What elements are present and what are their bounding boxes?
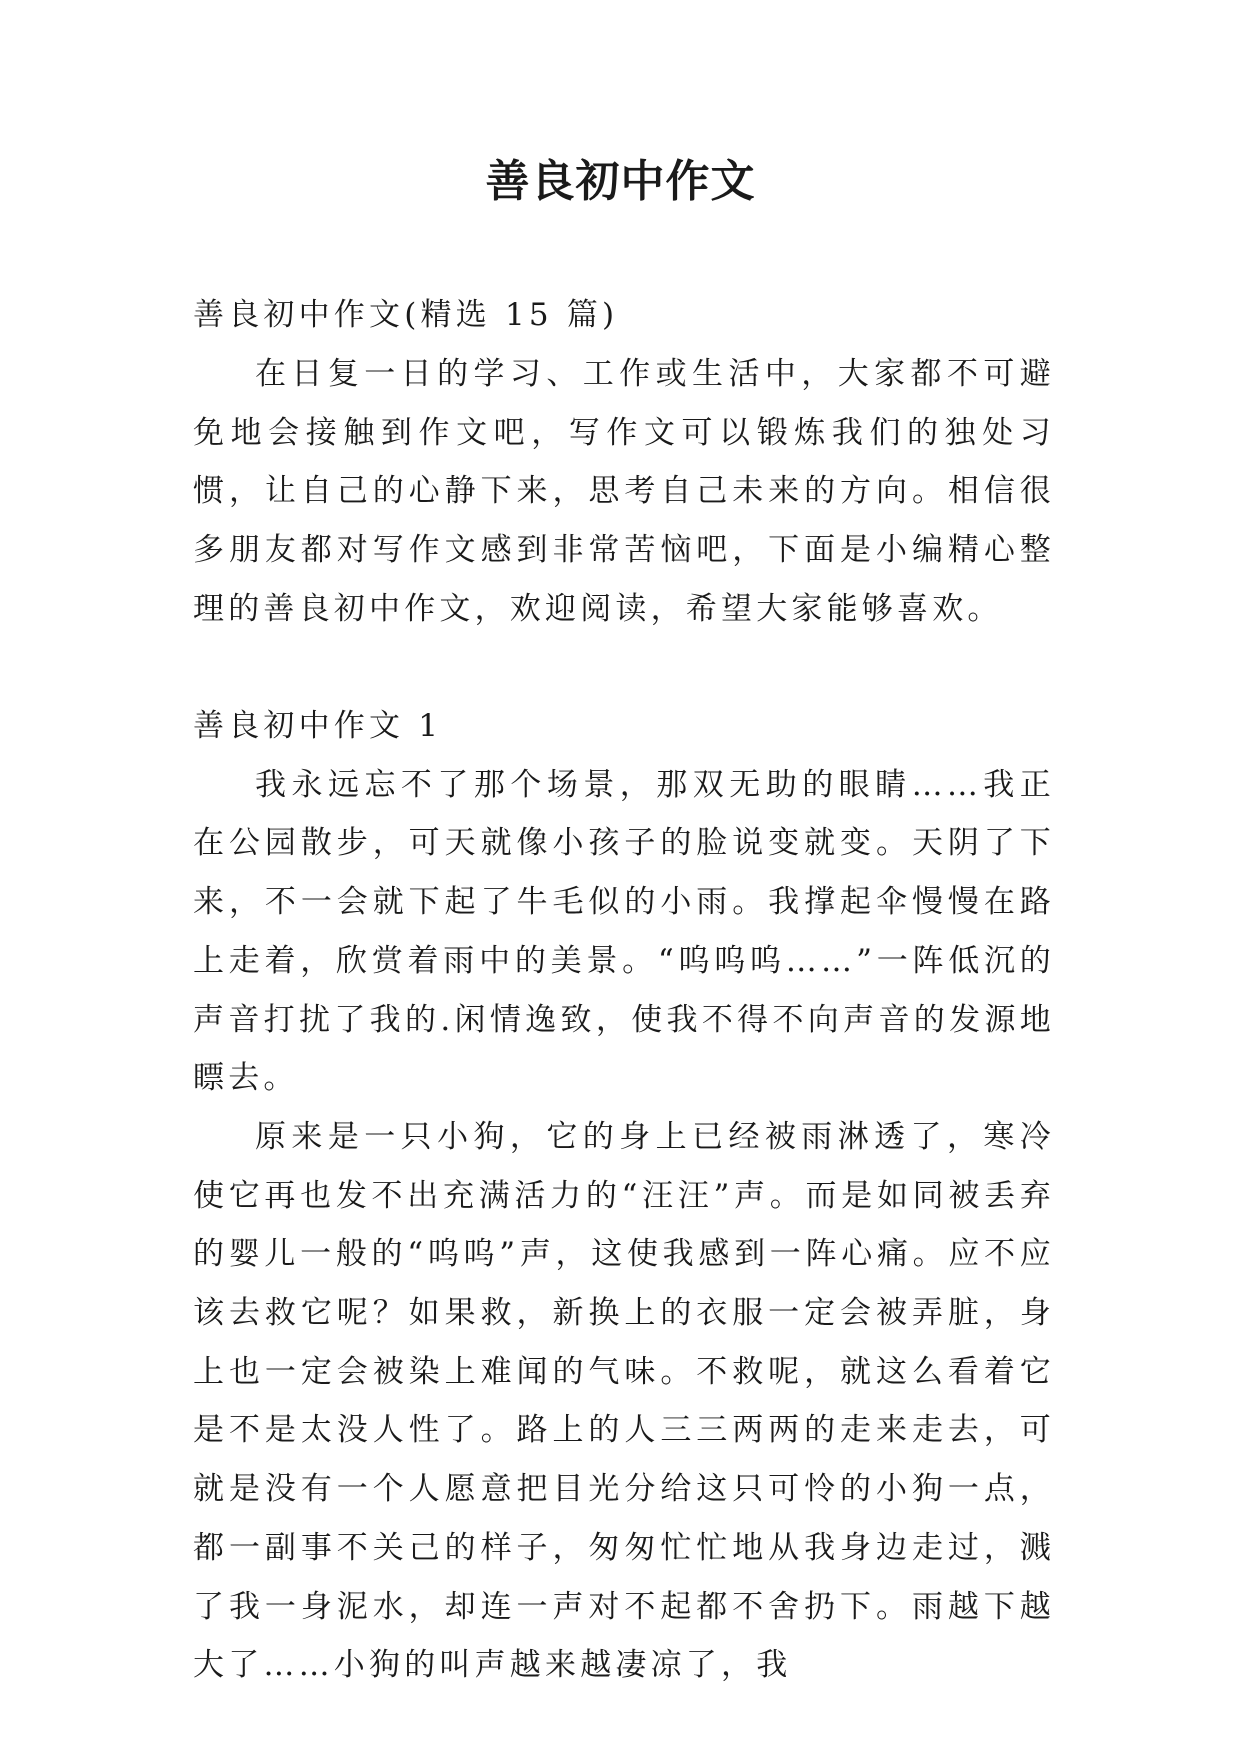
intro-paragraph: 在日复一日的学习、工作或生活中，大家都不可避免地会接触到作文吧，写作文可以锻炼我们的独处习惯，让自己的心静下来，思考自己未来的方向。相信很多朋友都对写作文感到非常苦恼吧，下面是小编精心整理的善良初中作文，欢迎阅读，希望大家能够喜欢。	[193, 356, 1055, 627]
essay-section	[193, 697, 1055, 1695]
document-subtitle: 善良初中作文(精选 15 篇)	[193, 297, 619, 333]
essay-paragraph: 原来是一只小狗，它的身上已经被雨淋透了，寒冷使它再也发不出充满活力的“汪汪”声。而是如同被丢弃的婴儿一般的“呜呜”声，这使我感到一阵心痛。应不应该去救它呢？如果救，新换上的衣服一定会被弄脏，身上也一定会被染上难闻的气味。不救呢，就这么看着它是不是太没人性了。路上的人三三两两的走来走去，可就是没有一个人愿意把目光分给这只可怜的小狗一点，都一副事不关己的样子，匆匆忙忙地从我身边走过，溅了我一身泥水，却连一声对不起都不舍扔下。雨越下越大了……小狗的叫声越来越凄凉了，我	[193, 1118, 1055, 1684]
essay-heading: 善良初中作文 1	[193, 708, 443, 744]
document-title: 善良初中作文	[485, 156, 756, 207]
essay-paragraph: 我永远忘不了那个场景，那双无助的眼睛……我正在公园散步，可天就像小孩子的脸说变就变。天阴了下来，不一会就下起了牛毛似的小雨。我撑起伞慢慢在路上走着，欣赏着雨中的美景。“呜呜呜……”一阵低沉的声音打扰了我的.闲情逸致，使我不得不向声音的发源地瞟去。	[193, 766, 1055, 1097]
intro-section	[193, 345, 1055, 639]
